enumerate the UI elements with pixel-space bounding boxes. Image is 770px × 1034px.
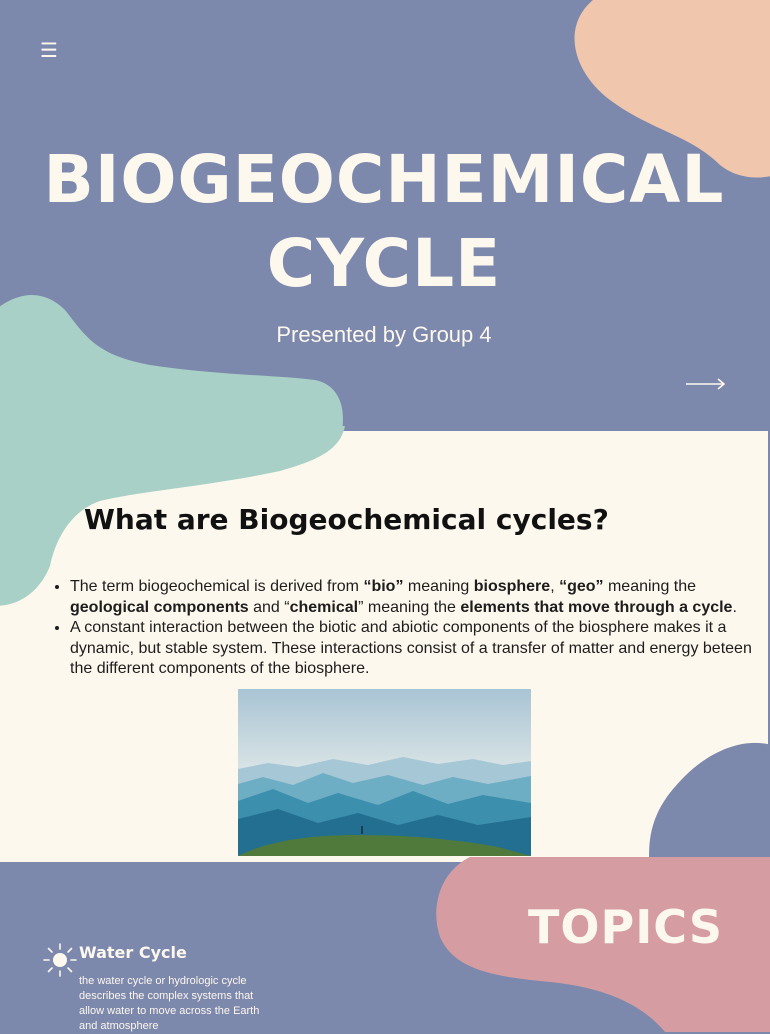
presentation-subtitle: Presented by Group 4 (276, 322, 492, 347)
mountain-landscape-photo (238, 689, 531, 856)
topic-description: the water cycle or hydrologic cycle describes the complex systems that allow water to move across the Earth and atmosphere (79, 975, 260, 1032)
bold-term: “bio” (363, 578, 404, 595)
bullet-text: The term biogeochemical is derived from (70, 578, 364, 595)
bullet-text: and “ (248, 598, 290, 616)
bullet-list (52, 577, 770, 680)
title-slide (0, 0, 768, 431)
bullet-text: meaning the (603, 578, 697, 595)
hamburger-menu-icon[interactable]: ☰ (40, 38, 58, 62)
right-arrow-icon[interactable] (684, 370, 728, 398)
topics-slide (0, 862, 768, 1032)
topic-title: Water Cycle (79, 943, 187, 962)
presentation-title (0, 138, 768, 306)
definition-slide (0, 431, 768, 862)
topics-title: TOPICS (528, 900, 724, 954)
bullet-text: ” meaning the (358, 598, 461, 616)
bold-term: geological components (70, 598, 249, 616)
bullet-text: meaning (403, 578, 474, 595)
bullet-text: . (732, 598, 737, 616)
bold-term: biosphere (473, 578, 551, 595)
bullet-text: , (550, 578, 560, 595)
bullet-item: • A constant interaction between the biotic and abiotic components of the biosphere makes it a dynamic, but stable system. These interactions consist of a transfer of matter and energy beteen the different components of the biosphere. (70, 618, 770, 680)
sun-icon (42, 942, 78, 978)
title-line-2: CYCLE (266, 225, 502, 302)
section-heading: What are Biogeochemical cycles? (84, 503, 609, 536)
bold-term: chemical (289, 598, 359, 616)
bullet-item (70, 577, 770, 618)
bold-term: “geo” (559, 578, 604, 595)
bold-term: elements that move through a cycle (460, 598, 733, 616)
title-line-1: BIOGEOCHEMICAL (43, 141, 725, 218)
